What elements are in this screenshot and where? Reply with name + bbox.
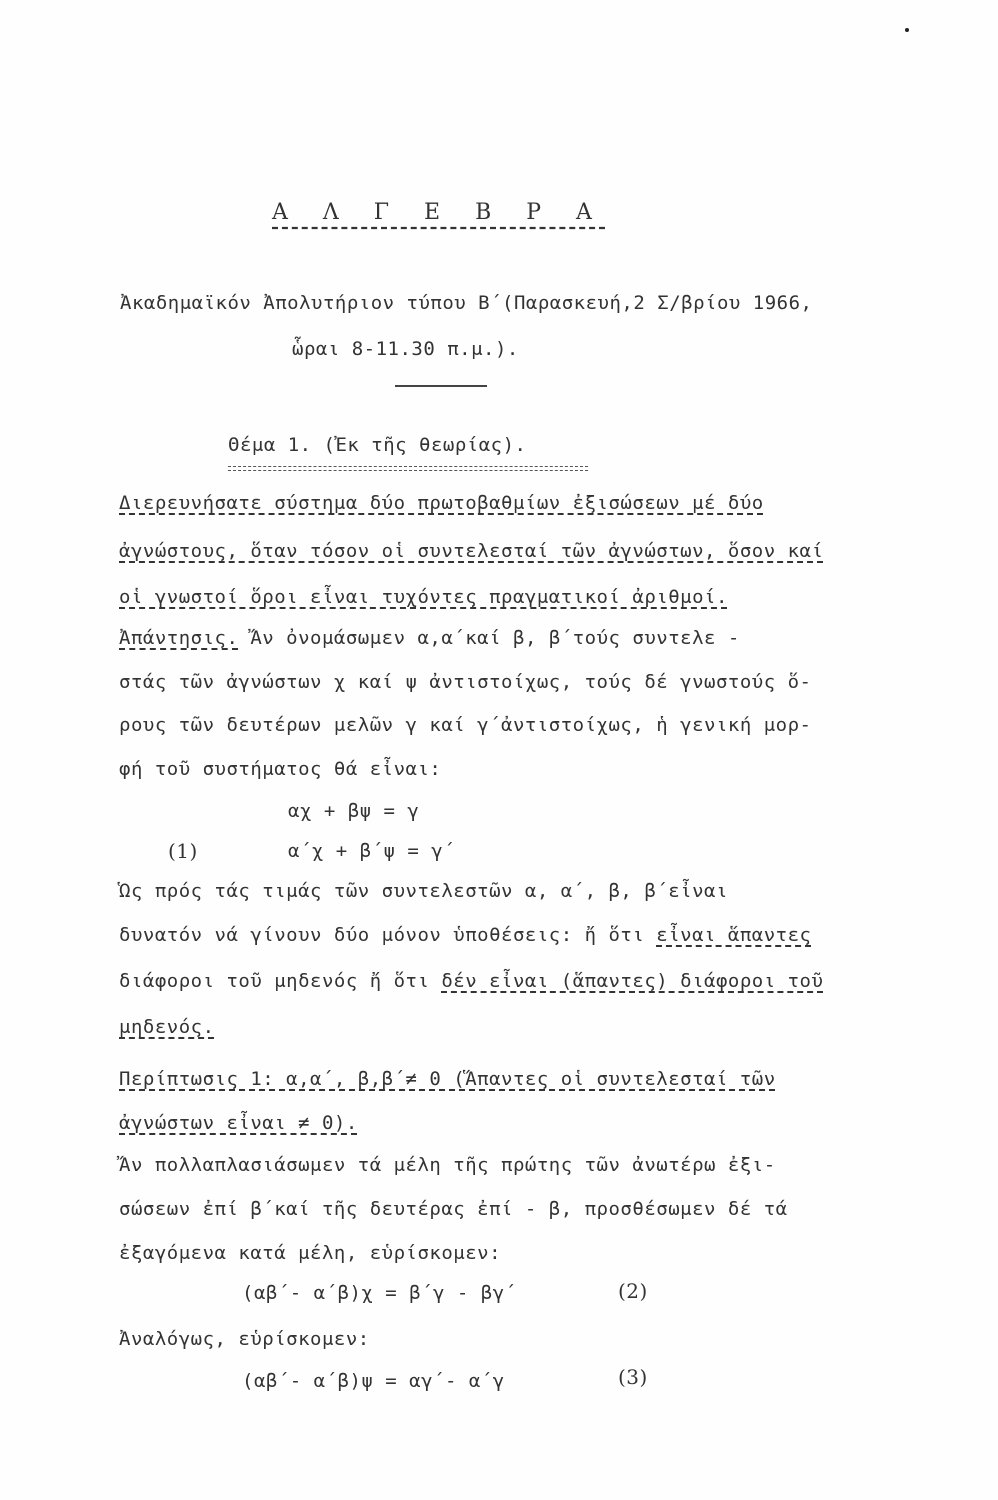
para2-line-3 (119, 968, 823, 994)
para2-line-1: Ὡς πρός τάς τιμάς τῶν συντελεστῶν α, α΄, β, β΄εἶναι (119, 880, 728, 902)
equation-3-label: (3) (618, 1365, 648, 1389)
answer-line-3: ρους τῶν δευτέρων μελῶν γ καί γ΄ἀντιστοίχως, ἡ γενική μορ- (119, 714, 812, 736)
equation-2: (αβ΄- α΄β)χ = β΄γ - βγ΄ (242, 1282, 517, 1304)
para3-line-3: ἐξαγόμενα κατά μέλη, εὑρίσκομεν: (119, 1242, 502, 1264)
case1-line-2: ἀγνώστων εἶναι ≠ 0). (119, 1112, 358, 1134)
system-equation-1: αχ + βψ = γ (288, 800, 420, 822)
header-line-1: Ἀκαδημαϊκόν Ἀπολυτήριον τύπου Β΄(Παρασκευή,2 Σ/βρίου 1966, (120, 292, 813, 314)
question-line-2: ἀγνώστους, ὅταν τόσον οἱ συντελεσταί τῶν ἀγνώστων, ὅσον καί (119, 540, 824, 562)
para2-line-3-underlined: δέν εἶναι (ἅπαντες) διάφοροι τοῦ (441, 970, 824, 992)
topic-double-underline (228, 466, 588, 471)
corner-mark (905, 28, 909, 32)
answer-line-1-text: Ἄν ὀνομάσωμεν α,α΄καί β, β΄τούς συντελε - (250, 627, 740, 649)
equation-3: (αβ΄- α΄β)ψ = αγ΄- α΄γ (242, 1370, 505, 1392)
para2-line-2-underlined: εἶναι ἅπαντες (656, 924, 812, 946)
document-title: Α Λ Γ Ε Β Ρ Α (272, 200, 606, 225)
topic-heading: Θέμα 1. (Ἐκ τῆς θεωρίας). (228, 434, 527, 456)
para3-line-1: Ἄν πολλαπλασιάσωμεν τά μέλη τῆς πρώτης τῶν ἀνωτέρω ἐξι- (119, 1154, 776, 1176)
case1-line-1: Περίπτωσις 1: α,α΄, β,β΄≠ 0 (Ἅπαντες οἱ συντελεσταί τῶν (119, 1068, 776, 1090)
header-line-2: ὧραι 8-11.30 π.μ.). (292, 338, 519, 360)
answer-label: Ἀπάντησις. (119, 627, 239, 649)
para2-line-3-text: διάφοροι τοῦ μηδενός ἤ ὅτι (119, 970, 442, 992)
answer-line-1 (119, 625, 740, 651)
analogously-text: Ἀναλόγως, εὑρίσκομεν: (119, 1328, 370, 1350)
answer-line-4: φή τοῦ συστήματος θά εἶναι: (119, 758, 442, 780)
answer-line-2: στάς τῶν ἀγνώστων χ καί ψ ἀντιστοίχως, τούς δέ γνωστούς ὅ- (119, 671, 812, 693)
para3-line-2: σώσεων ἐπί β΄καί τῆς δευτέρας ἐπί - β, προσθέσωμεν δέ τά (119, 1198, 788, 1220)
system-label: (1) (168, 839, 198, 863)
system-equation-2: α΄χ + β΄ψ = γ΄ (288, 840, 456, 862)
para2-line-2 (119, 922, 811, 948)
question-line-3: οἱ γνωστοί ὅροι εἶναι τυχόντες πραγματικοί ἀριθμοί. (119, 586, 728, 608)
para2-line-4: μηδενός. (119, 1016, 215, 1038)
equation-2-label: (2) (618, 1279, 648, 1303)
para2-line-2-text: δυνατόν νά γίνουν δύο μόνον ὑποθέσεις: ἤ ὅτι (119, 924, 657, 946)
separator-rule (395, 385, 487, 387)
question-line-1: Διερευνήσατε σύστημα δύο πρωτοβαθμίων ἐξισώσεων μέ δύο (119, 492, 764, 514)
